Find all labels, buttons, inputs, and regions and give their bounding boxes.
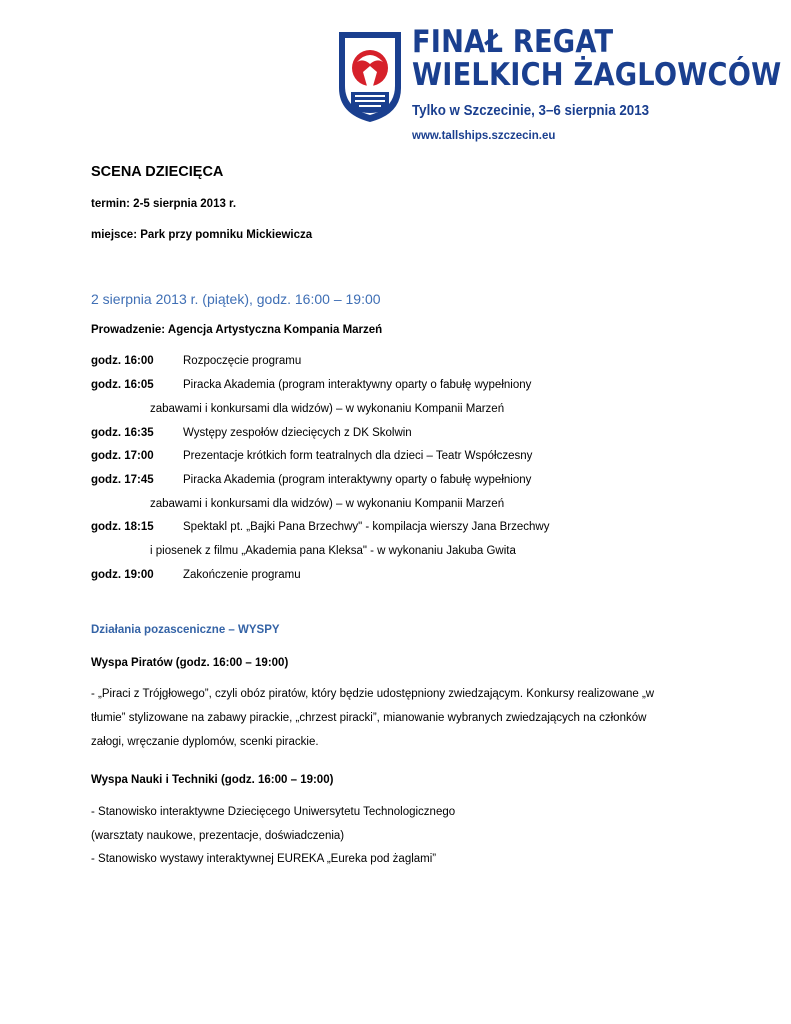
schedule-time: godz. 17:45	[91, 474, 154, 486]
schedule-desc-cont: zabawami i konkursami dla widzów) – w wykonaniu Kompanii Marzeń	[150, 498, 505, 510]
schedule-desc: Prezentacje krótkich form teatralnych dla dzieci – Teatr Współczesny	[183, 450, 533, 462]
event-title-line2: WIELKICH ŻAGLOWCÓW	[412, 57, 782, 93]
schedule-time: godz. 16:05	[91, 379, 154, 391]
island-pirates-line: tłumie” stylizowane na zabawy pirackie, „chrzest piracki”, mianowanie wybranych zwiedzających na członków	[91, 712, 647, 724]
island-science-title: Wyspa Nauki i Techniki (godz. 16:00 – 19:00)	[91, 774, 334, 786]
schedule-desc: Piracka Akademia (program interaktywny oparty o fabułę wypełniony	[183, 379, 532, 391]
schedule-desc: Zakończenie programu	[183, 569, 301, 581]
schedule-desc-cont: i piosenek z filmu „Akademia pana Kleksa" - w wykonaniu Jakuba Gwita	[150, 545, 516, 557]
event-title	[412, 24, 782, 93]
page-title: SCENA DZIECIĘCA	[91, 164, 224, 180]
island-science-line: (warsztaty naukowe, prezentacje, doświadczenia)	[91, 830, 345, 842]
schedule-desc-cont: zabawami i konkursami dla widzów) – w wykonaniu Kompanii Marzeń	[150, 403, 505, 415]
schedule-desc: Spektakl pt. „Bajki Pana Brzechwy" - kompilacja wierszy Jana Brzechwy	[183, 521, 550, 533]
host-line: Prowadzenie: Agencja Artystyczna Kompania Marzeń	[91, 324, 383, 336]
schedule-time: godz. 16:35	[91, 427, 154, 439]
island-pirates-title: Wyspa Piratów (godz. 16:00 – 19:00)	[91, 657, 289, 669]
schedule-time: godz. 19:00	[91, 569, 154, 581]
event-title-line1: FINAŁ REGAT	[412, 24, 614, 60]
island-pirates-line: załogi, wręczanie dyplomów, scenki pirackie.	[91, 736, 319, 748]
schedule-time: godz. 18:15	[91, 521, 154, 533]
island-pirates-line: - „Piraci z Trójgłowego”, czyli obóz piratów, który będzie udostępniony zwiedzającym. Konkursy realizowane „w	[91, 688, 655, 700]
offstage-heading: Działania pozasceniczne – WYSPY	[91, 624, 280, 636]
schedule-desc: Piracka Akademia (program interaktywny oparty o fabułę wypełniony	[183, 474, 532, 486]
island-science-line: - Stanowisko interaktywne Dziecięcego Uniwersytetu Technologicznego	[91, 806, 456, 818]
term-line: termin: 2-5 sierpnia 2013 r.	[91, 198, 237, 210]
schedule-desc: Rozpoczęcie programu	[183, 355, 302, 367]
event-url: www.tallships.szczecin.eu	[412, 130, 556, 142]
day-heading: 2 sierpnia 2013 r. (piątek), godz. 16:00 – 19:00	[91, 291, 381, 307]
schedule-desc: Występy zespołów dziecięcych z DK Skolwin	[183, 427, 412, 439]
schedule-time: godz. 17:00	[91, 450, 154, 462]
event-subtitle: Tylko w Szczecinie, 3–6 sierpnia 2013	[412, 103, 650, 119]
tall-ships-emblem-icon	[337, 28, 403, 124]
schedule-time: godz. 16:00	[91, 355, 154, 367]
island-science-line: - Stanowisko wystawy interaktywnej EUREKA „Eureka pod żaglami”	[91, 853, 437, 865]
place-line: miejsce: Park przy pomniku Mickiewicza	[91, 229, 313, 241]
